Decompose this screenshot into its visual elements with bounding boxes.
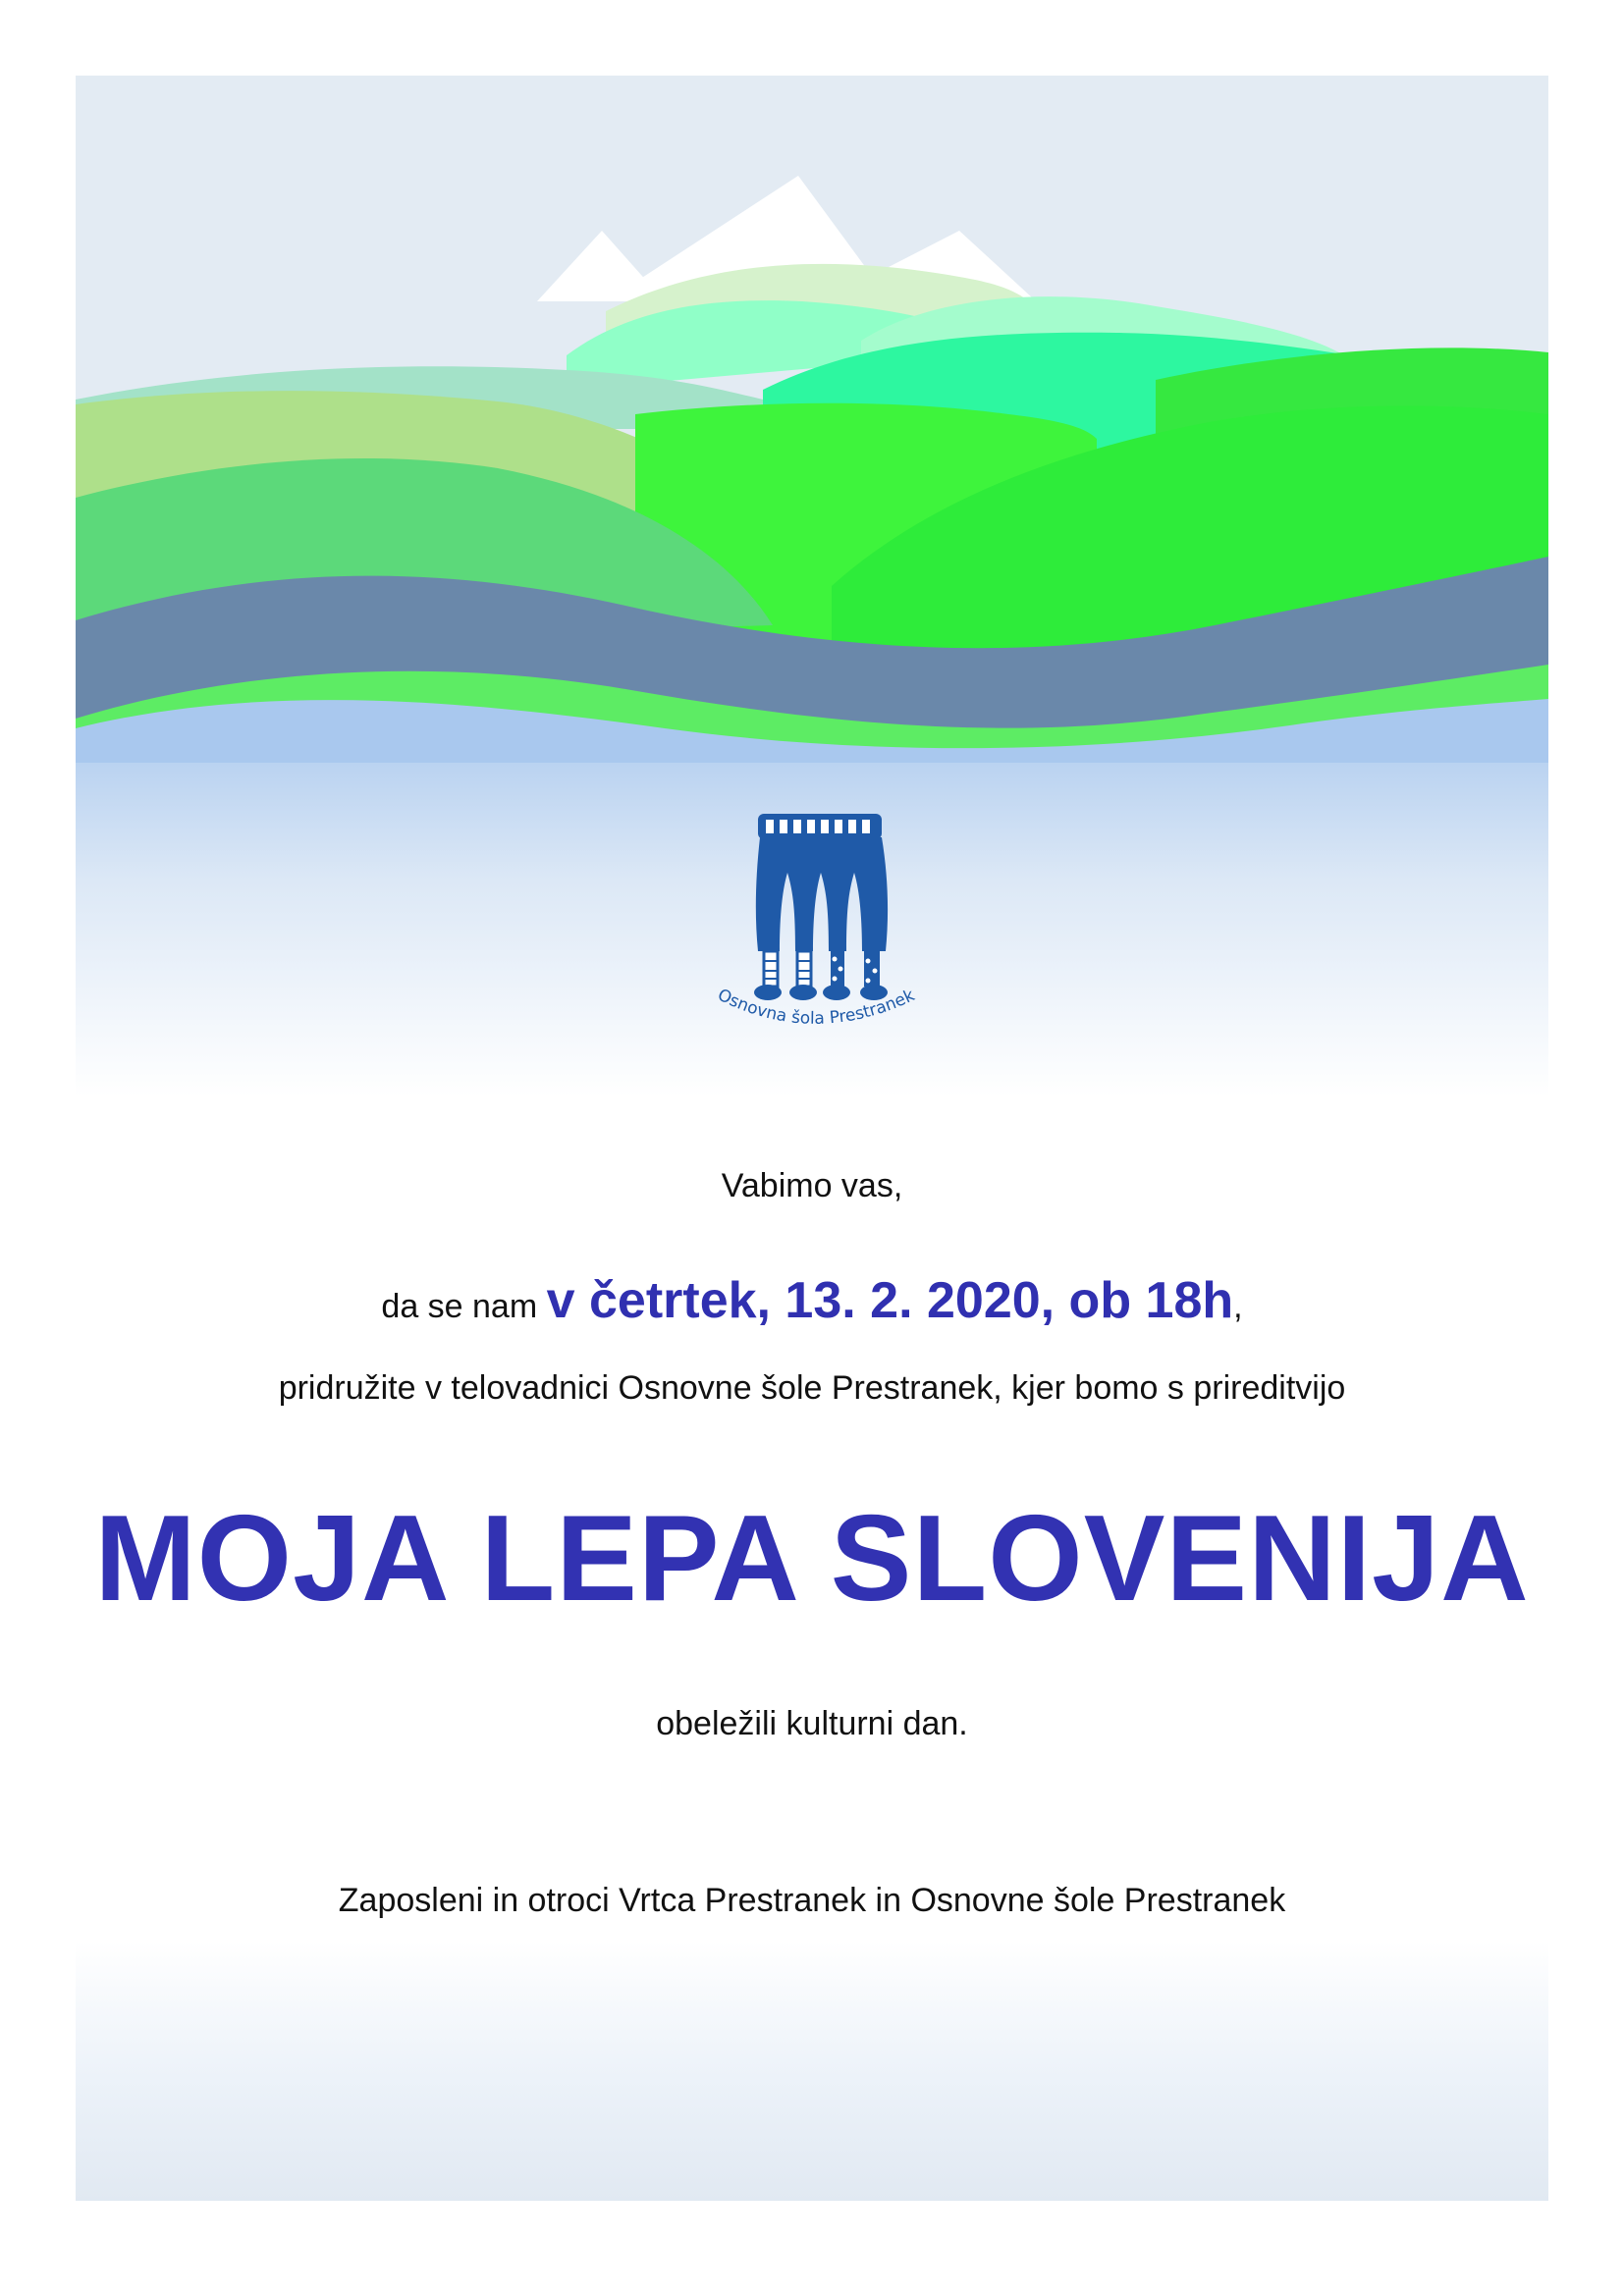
date-prefix: da se nam	[381, 1288, 547, 1325]
date-suffix: ,	[1233, 1288, 1243, 1325]
logo-trousers	[756, 837, 888, 951]
occasion-line: obeležili kulturni dan.	[656, 1705, 968, 1742]
school-logo	[681, 814, 937, 1040]
join-line: pridružite v telovadnici Osnovne šole Prestranek, kjer bomo s prireditvijo	[278, 1369, 1346, 1407]
date-line	[76, 1271, 1548, 1330]
date-highlight: v četrtek, 13. 2. 2020, ob 18h	[546, 1272, 1234, 1329]
landscape-illustration	[76, 76, 1548, 763]
signature-line: Zaposleni in otroci Vrtca Prestranek in Osnovne šole Prestranek	[338, 1882, 1286, 1919]
invitation-poster	[76, 76, 1548, 2201]
greeting-line: Vabimo vas,	[721, 1167, 903, 1204]
event-title: MOJA LEPA SLOVENIJA	[94, 1491, 1530, 1627]
logo-caption: Osnovna šola Prestranek	[714, 985, 918, 1029]
